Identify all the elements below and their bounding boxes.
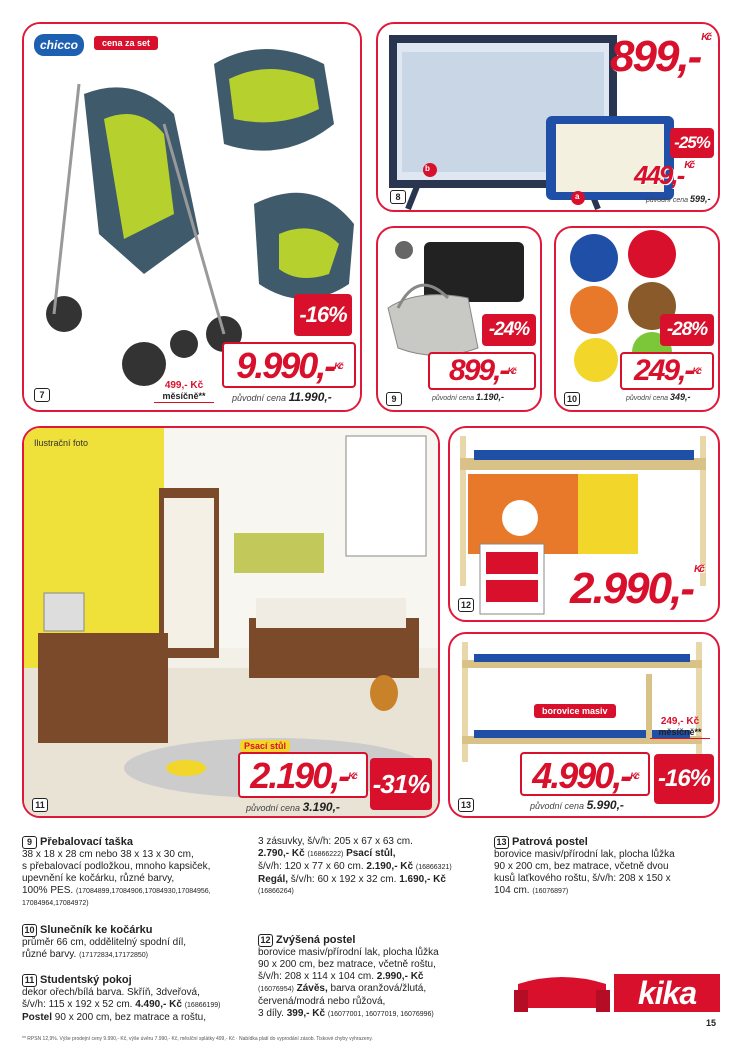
description-room xyxy=(22,974,254,1024)
discount-badge: -28% xyxy=(660,314,714,346)
price-value: 2.990,- xyxy=(570,564,693,613)
desc-line: 38 x 18 x 28 cm nebo 38 x 13 x 30 cm, xyxy=(22,849,194,860)
product-panel-loft-bed[interactable] xyxy=(448,426,720,622)
brand-logo-chicco: chicco xyxy=(34,34,84,56)
product-panel-travel-cot[interactable] xyxy=(376,22,720,212)
desc-line: borovice masiv/přírodní lak, plocha lůžka xyxy=(258,947,439,958)
item-title: Patrová postel xyxy=(512,836,588,848)
product-panel-student-room[interactable] xyxy=(22,426,440,818)
original-price-label: původní cena xyxy=(530,801,585,811)
monthly-payment xyxy=(154,380,214,403)
price-value: 249,- xyxy=(634,354,693,387)
desc-line: kusů laťkového roštu, š/v/h: 208 x 150 x xyxy=(494,873,671,884)
price-value: 4.990,- xyxy=(532,755,631,796)
price-value: 899,- xyxy=(610,32,701,81)
discount-badge: -16% xyxy=(294,294,352,336)
product-number: 9 xyxy=(386,392,402,406)
price-value: 899,- xyxy=(449,354,508,387)
item-name: Závěs, xyxy=(296,983,328,994)
desc-line: 100% PES. xyxy=(22,885,74,896)
monthly-amount: 499,- Kč xyxy=(164,380,204,391)
desc-line: š/v/h: 120 x 77 x 60 cm. xyxy=(258,861,364,872)
original-price-value: 11.990,- xyxy=(288,390,332,404)
desc-line: upevnění ke kočárku, různé barvy, xyxy=(22,873,175,884)
product-codes: (16076954) xyxy=(258,986,294,993)
item-price: 2.790,- Kč xyxy=(258,848,305,859)
product-number: 12 xyxy=(458,598,474,612)
description-loft-bed xyxy=(258,934,494,1021)
currency: Kč xyxy=(334,361,342,371)
item-name: Regál, xyxy=(258,874,289,885)
original-price-value: 1.190,- xyxy=(476,392,505,402)
product-number: 8 xyxy=(390,190,406,204)
kika-logo: kika xyxy=(614,974,720,1012)
desk-tag: Psací stůl xyxy=(240,740,290,752)
description-bunk-bed xyxy=(494,836,720,898)
price-box xyxy=(238,752,368,798)
product-codes: (16077001, 16077019, 16076996) xyxy=(327,1011,434,1018)
page-number: 15 xyxy=(706,1018,717,1028)
label-a-small: a xyxy=(575,192,580,201)
desc-line: 90 x 200 cm, bez matrace, včetně dvou xyxy=(494,861,669,872)
item-number-badge: 9 xyxy=(22,836,37,849)
monthly-label: měsíčně** xyxy=(658,727,702,737)
item-price: 399,- Kč xyxy=(286,1008,326,1019)
original-price xyxy=(246,800,340,814)
original-price-label: původní cena xyxy=(232,393,287,403)
original-price-label: původní cena xyxy=(646,197,689,204)
currency: Kč xyxy=(507,366,515,376)
original-price-label: původní cena xyxy=(626,395,669,402)
item-number-badge: 11 xyxy=(22,974,37,987)
product-codes: (16866264) xyxy=(258,888,294,895)
product-number: 10 xyxy=(564,392,580,406)
item-price: 1.690,- Kč xyxy=(399,874,446,885)
desc-line: s přebalovací podložkou, mnoho kapsiček, xyxy=(22,861,211,872)
original-price xyxy=(432,392,504,402)
product-panel-bunk-bed[interactable] xyxy=(448,632,720,818)
product-panel-changing-bag[interactable] xyxy=(376,226,542,412)
description-room-continued xyxy=(258,836,490,898)
sofa-graphic xyxy=(512,970,612,1016)
red-sofa-icon xyxy=(512,970,612,1016)
desc-line: 3 zásuvky, š/v/h: 205 x 67 x 63 cm. xyxy=(258,836,413,847)
item-number-badge: 10 xyxy=(22,924,37,937)
product-number: 13 xyxy=(458,798,474,812)
desc-line: 3 díly. xyxy=(258,1008,284,1019)
monthly-payment xyxy=(650,716,710,739)
currency: Kč xyxy=(692,366,700,376)
desc-line: různé barvy. xyxy=(22,949,77,960)
description-parasol xyxy=(22,924,252,962)
price-value-2: 449,- xyxy=(634,160,684,190)
price-loft-bed xyxy=(570,564,703,614)
price-box xyxy=(520,752,650,796)
price-box xyxy=(222,342,356,388)
product-number: 7 xyxy=(34,388,50,402)
item-title: Zvýšená postel xyxy=(276,934,356,946)
desc-line: dekor ořech/bílá barva. Skříň, 3dveřová, xyxy=(22,987,200,998)
label-b-small: b xyxy=(425,164,430,173)
item-price: 2.190,- Kč xyxy=(366,861,414,872)
price-value: 9.990,- xyxy=(236,345,335,386)
description-bag xyxy=(22,836,252,910)
original-price-value: 349,- xyxy=(670,392,691,402)
product-codes: (16866321) xyxy=(415,864,452,871)
item-name: Psací stůl, xyxy=(346,848,396,859)
fine-print: ** RPSN 12,9%. Výše prodejní ceny 9.990,- Kč, výše úvěru 7.990,- Kč, měsíční splátky 499,- Kč · Nabídka platí do vyprodání zásob. Tiskové chyby vyhrazeny. xyxy=(22,1036,373,1042)
item-price: 4.490,- Kč xyxy=(135,999,182,1010)
price-box xyxy=(428,352,536,390)
price-mattress xyxy=(634,160,693,191)
item-title: Přebalovací taška xyxy=(40,836,133,848)
product-panel-parasol[interactable] xyxy=(554,226,720,412)
desc-line: červená/modrá nebo růžová, xyxy=(258,996,386,1007)
desc-line: 90 x 200 cm, bez matrace a roštu, xyxy=(54,1012,206,1023)
desc-line: š/v/h: 60 x 192 x 32 cm. xyxy=(290,874,397,885)
monthly-amount: 249,- Kč xyxy=(660,716,700,727)
product-codes: (16866222) xyxy=(307,851,344,858)
desc-line: průměr 66 cm, oddělitelný spodní díl, xyxy=(22,937,186,948)
desc-line: 104 cm. xyxy=(494,885,530,896)
item-title: Slunečník ke kočárku xyxy=(40,924,153,936)
desc-line: borovice masiv/přírodní lak, plocha lůžka xyxy=(494,849,675,860)
desc-line: barva oranžová/žlutá, xyxy=(330,983,427,994)
currency-2: Kč xyxy=(684,160,694,171)
currency: Kč xyxy=(348,771,356,781)
price-cot xyxy=(610,32,710,82)
product-codes: 17084964,17084972) xyxy=(22,900,89,907)
original-price xyxy=(646,194,711,204)
original-price-value: 3.190,- xyxy=(302,800,340,814)
currency: Kč xyxy=(701,32,711,43)
item-number-badge: 12 xyxy=(258,934,273,947)
material-tag: borovice masiv xyxy=(534,704,616,718)
product-codes: (17084899,17084906,17084930,17084956, xyxy=(75,888,211,895)
discount-badge: -25% xyxy=(670,128,714,158)
desc-line: 90 x 200 cm, bez matrace, včetně roštu, xyxy=(258,959,436,970)
currency: Kč xyxy=(693,564,703,575)
item-price: 2.990,- Kč xyxy=(376,971,424,982)
price-box xyxy=(620,352,714,390)
set-price-tag: cena za set xyxy=(94,36,158,50)
original-price-value: 599,- xyxy=(690,194,711,204)
product-codes: (17172834,17172850) xyxy=(79,952,148,959)
product-number: 11 xyxy=(32,798,48,812)
original-price xyxy=(232,390,332,404)
discount-badge: -31% xyxy=(370,758,432,810)
product-codes: (16866199) xyxy=(184,1002,221,1009)
item-number-badge: 13 xyxy=(494,836,509,849)
illustration-label: Ilustrační foto xyxy=(34,438,89,448)
item-name: Postel xyxy=(22,1012,53,1023)
item-title: Studentský pokoj xyxy=(40,974,132,986)
desc-line: š/v/h: 208 x 114 x 104 cm. xyxy=(258,971,374,982)
desc-line: š/v/h: 115 x 192 x 52 cm. xyxy=(22,999,133,1010)
original-price-label: původní cena xyxy=(432,395,475,402)
price-value: 2.190,- xyxy=(250,755,349,796)
discount-badge: -16% xyxy=(654,754,714,804)
currency: Kč xyxy=(630,771,638,781)
monthly-label: měsíčně** xyxy=(162,391,206,401)
discount-badge: -24% xyxy=(482,314,536,346)
original-price xyxy=(530,798,624,812)
product-codes: (16076897) xyxy=(532,888,569,895)
original-price-value: 5.990,- xyxy=(586,798,624,812)
product-panel-stroller[interactable] xyxy=(22,22,362,412)
original-price-label: původní cena xyxy=(246,803,301,813)
original-price xyxy=(626,392,691,402)
